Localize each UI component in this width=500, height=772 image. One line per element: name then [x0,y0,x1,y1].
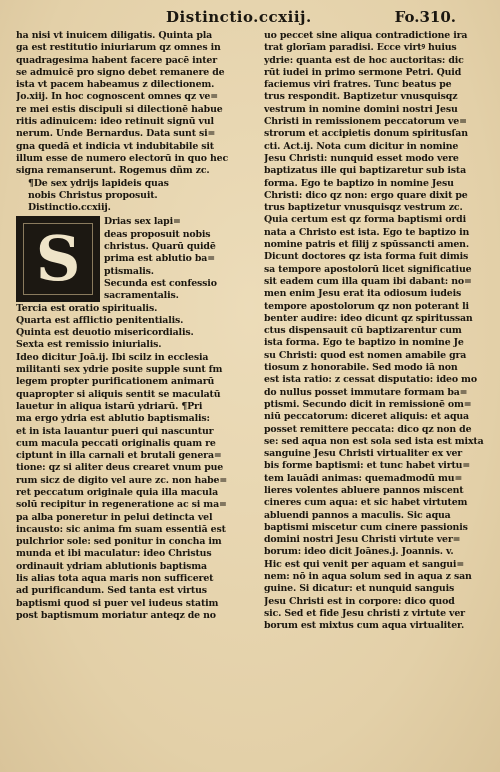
decorated-initial [16,216,100,302]
text-line: lis alias tota aqua maris non sufficeret [16,573,214,585]
text-line: men enim Jesu erat ita odiosum iudeis [264,288,462,300]
initial-text [104,216,240,302]
text-line: deas proposuit nobis [104,228,211,240]
text-line: christus. Quarū quidē [104,241,216,253]
text-line: baptismi miscetur cum cinere passionis [264,521,468,533]
left-column [16,30,238,633]
text-line: niū peccatorum: diceret aliquis: et aqua [264,411,469,423]
text-line: trus baptizetur vnusquisqz vestrum zc. [264,202,463,214]
text-line: nerum. Unde Bernardus. Data sunt si= [16,128,216,140]
text-line: vestrum in nomine domini nostri Jesu [264,103,458,115]
text-line: Quarta est afflictio penitentialis. [16,314,184,326]
text-line: forma. Ego te baptizo in nomine Jesu [264,177,454,189]
text-line: uo peccet sine aliqua contradictione ira [264,30,468,41]
text-line: Sexta est remissio iniurialis. [16,339,162,351]
text-line: rūt iudei in primo sermone Petri. Quid [264,66,462,78]
text-line: do nullus posset immutare formam ba= [264,386,468,398]
text-line: baptismi quod si puer vel iudeus statim [16,597,219,609]
text-line: faciemus viri fratres. Tunc beatus pe [264,79,452,91]
text-line: nata a Christo est ista. Ego te baptizo in [264,226,470,238]
text-line: ista forma. Ego te baptizo in nomine Je [264,337,464,349]
text-line: sit eadem cum illa quam ibi dabant: no= [264,275,472,287]
text-line: re mei estis discipuli si dilectionē habue [16,103,223,115]
text-line: Drias sex lapi= [104,216,181,228]
text-line: se: sed aqua non est sola sed ista est mixta [264,435,484,447]
text-line: signa remanserunt. Rogemus dñm zc. [16,165,210,177]
text-line: ordinauit ydriam ablutionis baptisma [16,560,207,572]
text-line: Secunda est confessio [104,277,217,289]
text-line: trus respondit. Baptizetur vnusquisqz [264,91,458,103]
text-line: ptismi. Secundo dicit in remissionē om= [264,398,472,410]
text-line: Quinta est deuotio misericordialis. [16,327,194,339]
text-line: borum: ideo dicit Joānes.j. Joannis. v. [264,546,454,558]
section-heading: ¶De sex ydrijs lapideis quas [28,177,169,189]
text-line: pulchrior sole: sed ponitur in concha im [16,536,222,548]
text-line: militanti sex ydrie posite supple sunt fm [16,364,223,376]
text-line: strorum et accipietis donum spiritusſan [264,128,468,140]
text-line: est ista ratio: z cessat disputatio: ideo mo [264,374,477,386]
text-line: ptismalis. [104,265,154,277]
text-line: quapropter si aliquis sentit se maculatū [16,388,221,400]
section-heading-3: Distinctio.ccxiij. [28,202,111,214]
text-line: su Christi: quod est nomen amabile gra [264,349,467,361]
text-line: quadragesima habent facere pacē inter [16,54,218,66]
text-line: nem: nō in aqua solum sed in aqua z san [264,571,472,583]
text-line: Jesu Christi est in corpore: dico quod [264,595,455,607]
text-line: pa alba poneretur in pelui detincta vel [16,511,213,523]
text-line: cti. Act.ij. Nota cum dicitur in nomine [264,140,459,152]
text-line: legem propter purificationem animarū [16,376,215,388]
text-line: sanguine Jesu Christi virtualiter ex ver [264,448,463,460]
running-head: Distinctio.ccxiij. [166,8,312,26]
text-line: lauetur in aliqua istarū ydriarū. ¶Pri [16,400,203,412]
text-line: baptizatus ille qui baptizaretur sub ista [264,165,467,177]
text-line: incausto: sic anima fm suam essentiā est [16,523,226,535]
text-line: Christi: dico qz non: ergo quare dixit pe [264,189,468,201]
text-line: sa tempore apostolorū licet significatiue [264,263,472,275]
text-line: Hic est qui venit per aquam et sangui= [264,558,465,570]
text-line: gna quedā et indicia vt indubitabile sit [16,140,214,152]
initial-letter: S [35,222,81,296]
text-line: tem lauādi animas: quemadmodū mu= [264,472,463,484]
text-line: guine. Si dicatur: et nunquid sanguis [264,583,455,595]
text-line: munda et ibi maculatur: ideo Christus [16,548,212,560]
text-line: lieres volentes abluere pannos miscent [264,484,464,496]
text-line: tiosum z honorabile. Sed modo iā non [264,362,458,374]
text-line: ydrie: quanta est de hoc auctoritas: dic [264,54,464,66]
text-line: ritis adinuicem: ideo retinuit signū vul [16,116,214,128]
folio-number: Fo.310. [394,8,456,26]
text-columns [16,30,486,633]
text-line: nomine patris et filij z spūssancti amen. [264,239,469,251]
text-line: posset remittere peccata: dico qz non de [264,423,472,435]
text-line: cum macula peccati originalis quam re [16,437,216,449]
text-line: Ideo dicitur Joā.ij. Ibi scilz in ecclesia [16,351,209,363]
text-line: trat glorīam paradisi. Ecce virtꝰ huius [264,42,457,54]
text-line: Dicunt doctores qz ista forma fuit dimis [264,251,469,263]
text-line: borum est mixtus cum aqua virtualiter. [264,620,465,632]
text-line: Quia certum est qz forma baptismi ordi [264,214,466,226]
text-line: Christi in remissionem peccatorum ve= [264,116,467,128]
text-line: rum sicz de digito vel aure zc. non habe= [16,474,228,486]
text-line: solū recipitur in regeneratione ac si ma= [16,499,227,511]
text-line: prima est ablutio ba= [104,253,215,265]
text-line: ret peccatum originale quia illa macula [16,486,218,498]
text-line: domini nostri Jesu Christi virtute ver= [264,534,461,546]
initial-block [16,216,238,302]
text-line: bis forme baptismi: et tunc habet virtu= [264,460,471,472]
text-line: benter audire: ideo dicunt qz spiritussan [264,312,473,324]
text-line: sic. Sed et fide Jesu christi z virtute ver [264,607,465,619]
text-line: sacramentalis. [104,290,179,302]
text-line: tempore apostolorum qz non poterant li [264,300,469,312]
text-line: Jo.xiij. In hoc cognoscent omnes qz ve= [16,91,218,103]
text-line: cineres cum aqua: et sic habet virtutem [264,497,468,509]
right-column [264,30,486,633]
text-line: se admuicē pro signo debet remanere de [16,66,225,78]
left-top-text [16,30,238,178]
text-line: et in ista lauantur pueri qui nascuntur [16,425,214,437]
text-line: ga est restitutio iniuriarum qz omnes in [16,42,221,54]
section-heading-2: nobis Christus proposuit. [28,189,158,201]
text-line: Tercia est oratio spiritualis. [16,302,158,314]
text-line: ctus dispensauit cū baptizarentur cum [264,325,462,337]
text-line: post baptismum moriatur anteqz de no [16,609,216,621]
text-line: Jesu Christi: nunquid esset modo vere [264,152,459,164]
left-body-text [16,303,238,623]
text-line: illum esse de numero electorū in quo hec [16,152,229,164]
text-line: abluendi pannos a maculis. Sic aqua [264,509,451,521]
text-line: ma ergo ydria est ablutio baptismalis: [16,413,210,425]
text-line: ista vt pacem habeamus z dilectionem. [16,79,215,91]
text-line: ciptunt in illa carnali et brutali genera= [16,450,222,462]
text-line: tione: qz si aliter deus crearet vnum pue [16,462,224,474]
text-line: ha nisi vt inuicem diligatis. Quinta pla [16,30,213,41]
text-line: ad purificandum. Sed tanta est virtus [16,585,207,597]
